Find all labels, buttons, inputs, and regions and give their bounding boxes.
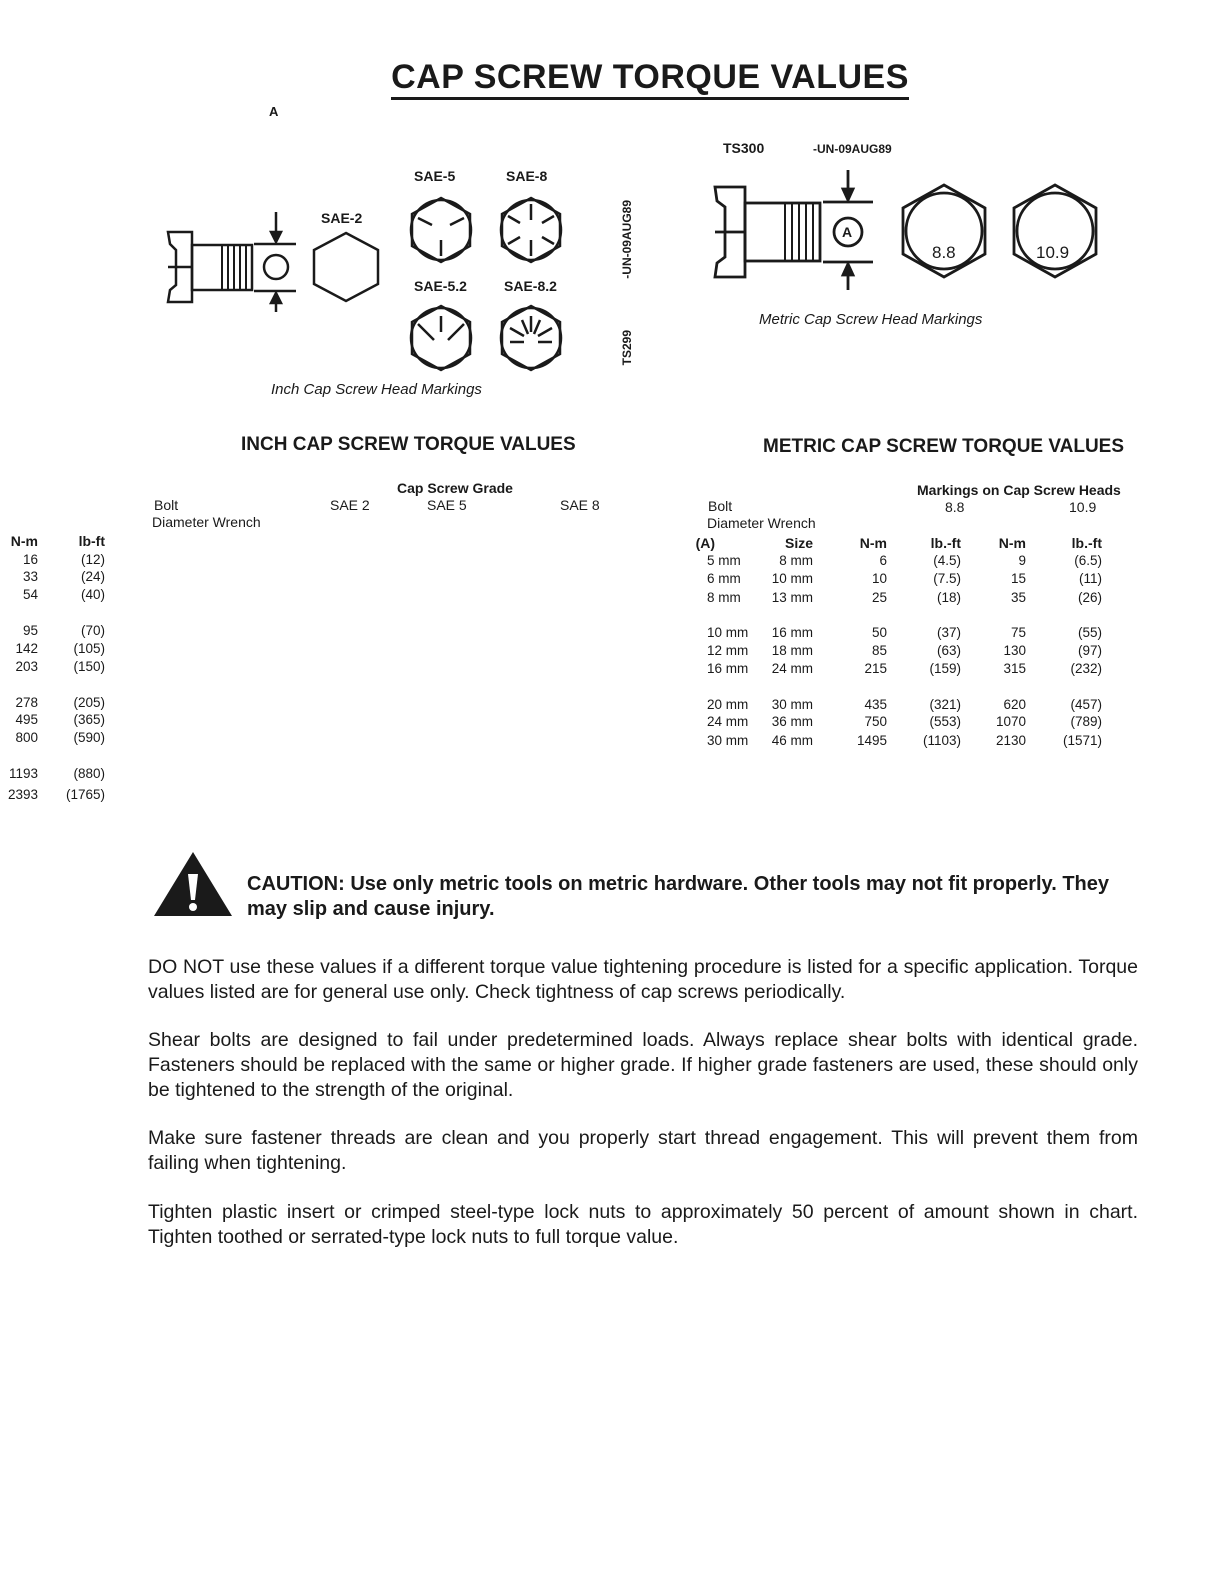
metric-table-cell: (321) xyxy=(929,697,961,712)
inch-table-cell: (205) xyxy=(73,695,105,710)
metric-diameter-wrench-header: Diameter Wrench xyxy=(707,515,816,531)
inch-sae2-header: SAE 2 xyxy=(330,497,370,513)
metric-table-cell: (55) xyxy=(1077,625,1102,640)
paragraph-thread-engagement: Make sure fastener threads are clean and you properly start thread engagement. This will prevent them from failing when tightening. xyxy=(148,1127,1138,1174)
inch-table-cell: 54 xyxy=(22,587,38,602)
inch-table-cell: (105) xyxy=(73,641,105,656)
inch-table-cell: (12) xyxy=(80,552,105,567)
metric-table-cell: (37) xyxy=(936,625,961,640)
metric-table-cell: (7.5) xyxy=(933,571,961,586)
inch-table-cell: (150) xyxy=(73,659,105,674)
metric-table-cell: 10 mm xyxy=(707,625,749,640)
metric-table-cell: 46 mm xyxy=(771,733,813,748)
metric-table-cell: 30 mm xyxy=(771,697,813,712)
inch-table-cell: 1193 xyxy=(8,766,38,781)
metric-table-cell: 6 mm xyxy=(707,571,741,586)
metric-table-cell: (6.5) xyxy=(1074,553,1102,568)
metric-table-cell: 24 mm xyxy=(771,661,813,676)
metric-table-cell: 20 mm xyxy=(707,697,749,712)
paragraph-lock-nuts: Tighten plastic insert or crimped steel-type lock nuts to approximately 50 percent of amount shown in chart. Tighten toothed or serrated-type lock nuts to full torque value. xyxy=(148,1201,1138,1248)
metric-table-cell: (63) xyxy=(936,643,961,658)
metric-table-cell: 435 xyxy=(864,697,887,712)
metric-table-cell: 6 xyxy=(879,553,887,568)
metric-table-col-header: Size xyxy=(784,535,813,551)
inch-a-label: A xyxy=(269,104,279,119)
sae5-label: SAE-5 xyxy=(414,168,456,184)
inch-figure-id: TS299 xyxy=(620,330,634,366)
metric-table-cell: 1495 xyxy=(856,733,887,748)
inch-grade-header: Cap Screw Grade xyxy=(397,480,513,496)
metric-table-cell: 24 mm xyxy=(707,714,749,729)
metric-table-cell: 750 xyxy=(864,714,887,729)
warning-triangle-icon xyxy=(152,850,234,918)
metric-table-cell: 18 mm xyxy=(771,643,813,658)
caution-text: CAUTION: Use only metric tools on metric hardware. Other tools may not fit properly. They may slip and cause injury. xyxy=(247,873,1109,920)
metric-table-cell: 620 xyxy=(1003,697,1026,712)
inch-table-cell: 278 xyxy=(15,695,38,710)
metric-109-label: 10.9 xyxy=(1036,243,1070,262)
metric-table-cell: (159) xyxy=(929,661,961,676)
paragraph-values-usage: DO NOT use these values if a different torque value tightening procedure is listed for a specific application. Torque values listed are for general use only. Check tightness of cap screws periodically. xyxy=(148,956,1138,1003)
metric-table-cell: 5 mm xyxy=(707,553,741,568)
metric-table-cell: (11) xyxy=(1078,571,1102,586)
metric-table-cell: 8 mm xyxy=(707,590,741,605)
metric-table-cell: 75 xyxy=(1010,625,1026,640)
inch-bolt-header: Bolt xyxy=(154,497,179,513)
metric-table-cell: (232) xyxy=(1070,661,1102,676)
metric-markings-header: Markings on Cap Screw Heads xyxy=(917,482,1121,498)
paragraph-shear-bolts: Shear bolts are designed to fail under predetermined loads. Always replace shear bolts with identical grade. Fasteners should be replaced with the same or higher grade. If higher grade fasteners are used, these should only be tightened to the strength of the original. xyxy=(148,1029,1138,1101)
metric-table-cell: 30 mm xyxy=(707,733,749,748)
inch-table-cell: 16 xyxy=(22,552,38,567)
metric-table-cell: 10 xyxy=(871,571,887,586)
metric-bolt-header: Bolt xyxy=(708,498,733,514)
sae82-label: SAE-8.2 xyxy=(504,278,557,294)
inch-table-cell: 33 xyxy=(22,569,38,584)
inch-table-col-header: lb-ft xyxy=(78,533,105,549)
inch-table-cell: (70) xyxy=(80,623,105,638)
metric-table-cell: (553) xyxy=(929,714,961,729)
metric-figure-id: TS300 xyxy=(723,140,765,156)
metric-table-cell: 130 xyxy=(1003,643,1026,658)
metric-table-cell: 35 xyxy=(1010,590,1026,605)
inch-table-cell: (365) xyxy=(73,712,105,727)
inch-table-cell: 2393 xyxy=(7,787,38,802)
metric-table-cell: (4.5) xyxy=(933,553,961,568)
inch-figure-code: -UN-09AUG89 xyxy=(620,200,634,279)
inch-table-title: INCH CAP SCREW TORQUE VALUES xyxy=(241,434,576,455)
inch-table-cell: (40) xyxy=(80,587,105,602)
metric-88-label: 8.8 xyxy=(932,243,956,262)
metric-table-cell: 9 xyxy=(1018,553,1026,568)
sae8-label: SAE-8 xyxy=(506,168,548,184)
metric-table-cell: 50 xyxy=(871,625,887,640)
metric-table-cell: 1070 xyxy=(995,714,1026,729)
inch-table-cell: 95 xyxy=(22,623,38,638)
inch-table-cell: 142 xyxy=(15,641,38,656)
inch-table-cell: 800 xyxy=(15,730,38,745)
inch-table-col-header: N-m xyxy=(10,533,38,549)
inch-table-cell: 203 xyxy=(15,659,38,674)
metric-table-col-header: N-m xyxy=(998,535,1026,551)
metric-figure-code: -UN-09AUG89 xyxy=(813,142,892,156)
inch-table-cell: (880) xyxy=(73,766,105,781)
metric-table-cell: (26) xyxy=(1077,590,1102,605)
metric-88-header: 8.8 xyxy=(945,499,965,515)
metric-table-cell: (97) xyxy=(1077,643,1102,658)
metric-table-col-header: N-m xyxy=(859,535,887,551)
metric-figure-caption: Metric Cap Screw Head Markings xyxy=(759,311,983,328)
inch-table-cell: (24) xyxy=(80,569,105,584)
metric-table-cell: (18) xyxy=(936,590,961,605)
inch-sae5-header: SAE 5 xyxy=(427,497,467,513)
page-title: CAP SCREW TORQUE VALUES xyxy=(0,58,1225,97)
metric-table-cell: 315 xyxy=(1003,661,1026,676)
metric-a-label: A xyxy=(842,224,853,240)
metric-table-cell: 12 mm xyxy=(707,643,749,658)
metric-table-cell: (1571) xyxy=(1062,733,1102,748)
metric-table-cell: (789) xyxy=(1070,714,1102,729)
metric-table-cell: 16 mm xyxy=(771,625,813,640)
metric-table-cell: 215 xyxy=(864,661,887,676)
metric-table-cell: 15 xyxy=(1010,571,1026,586)
metric-table-cell: (457) xyxy=(1070,697,1102,712)
metric-table-cell: 13 mm xyxy=(771,590,813,605)
inch-figure-caption: Inch Cap Screw Head Markings xyxy=(271,381,482,398)
inch-table-cell: (1765) xyxy=(65,787,105,802)
inch-table-cell: 495 xyxy=(15,712,38,727)
inch-diameter-wrench-header: Diameter Wrench xyxy=(152,514,261,530)
metric-table-cell: 16 mm xyxy=(707,661,749,676)
metric-table-title: METRIC CAP SCREW TORQUE VALUES xyxy=(763,436,1125,457)
sae2-label: SAE-2 xyxy=(321,210,363,226)
metric-table-cell: 25 xyxy=(871,590,887,605)
sae52-label: SAE-5.2 xyxy=(414,278,467,294)
metric-table-col-header: lb.-ft xyxy=(930,535,961,551)
metric-table-col-header: lb.-ft xyxy=(1071,535,1102,551)
metric-109-header: 10.9 xyxy=(1069,499,1097,515)
metric-table-cell: 8 mm xyxy=(779,553,813,568)
metric-table-cell: 10 mm xyxy=(771,571,813,586)
metric-table-cell: 36 mm xyxy=(771,714,813,729)
inch-sae8-header: SAE 8 xyxy=(560,497,600,513)
metric-table-col-header: (A) xyxy=(695,535,715,551)
metric-table-cell: 85 xyxy=(871,643,887,658)
metric-table-cell: 2130 xyxy=(995,733,1026,748)
metric-table-cell: (1103) xyxy=(922,733,961,748)
inch-table-cell: (590) xyxy=(73,730,105,745)
